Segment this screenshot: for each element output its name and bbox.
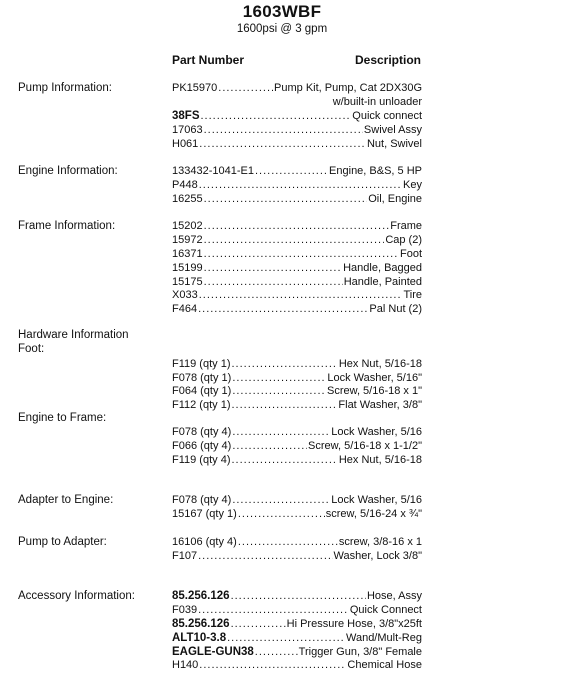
- leader-dots: [227, 631, 345, 645]
- part-number: 16255: [172, 193, 203, 205]
- leader-dots: [232, 357, 338, 371]
- part-row: [172, 425, 422, 439]
- section-frame-information: Frame Information:: [18, 220, 116, 232]
- leader-dots: [204, 275, 343, 289]
- leader-dots: [204, 219, 390, 233]
- part-description: Cap (2): [385, 234, 422, 246]
- part-description: Key: [403, 179, 422, 191]
- leader-dots: [218, 81, 273, 95]
- column-header-description: Description: [354, 53, 421, 67]
- part-row: [172, 617, 422, 631]
- section-pump-information: Pump Information:: [18, 82, 112, 94]
- part-number: F078 (qty 1): [172, 372, 232, 384]
- leader-dots: [204, 233, 385, 247]
- part-number: X033: [172, 289, 198, 301]
- part-description: Engine, B&S, 5 HP: [329, 165, 422, 177]
- part-number: EAGLE-GUN38: [172, 646, 254, 658]
- leader-dots: [204, 192, 368, 206]
- part-description: Lock Washer, 5/16: [331, 426, 422, 438]
- leader-dots: [198, 603, 349, 617]
- part-row: [172, 81, 422, 95]
- part-number: 38FS: [172, 110, 200, 122]
- part-number: F064 (qty 1): [172, 385, 232, 397]
- leader-dots: [232, 425, 330, 439]
- leader-dots: [204, 123, 363, 137]
- leader-dots: [232, 371, 326, 385]
- part-number: 85.256.126: [172, 618, 230, 630]
- part-description: Pump Kit, Pump, Cat 2DX30G: [274, 82, 422, 94]
- part-description: screw, 5/16-24 x ¾": [325, 508, 422, 520]
- part-row: [172, 439, 422, 453]
- part-number: 15972: [172, 234, 203, 246]
- column-header-part-number: Part Number: [172, 53, 245, 67]
- leader-dots: [232, 453, 338, 467]
- part-row: [172, 371, 422, 385]
- part-row: [172, 645, 422, 659]
- part-description: Chemical Hose: [347, 659, 422, 671]
- part-number: 15202: [172, 220, 203, 232]
- leader-dots: [232, 439, 307, 453]
- part-number: F112 (qty 1): [172, 399, 231, 411]
- part-number: F078 (qty 4): [172, 494, 232, 506]
- part-description: Quick Connect: [349, 604, 422, 616]
- part-row: [172, 219, 422, 233]
- part-number: F107: [172, 550, 198, 562]
- part-row: [172, 493, 422, 507]
- part-number: PK15970: [172, 82, 218, 94]
- leader-dots: [231, 617, 286, 631]
- part-number: 15167 (qty 1): [172, 508, 237, 520]
- part-row: [172, 233, 422, 247]
- part-description: Quick connect: [352, 110, 422, 122]
- part-description: Screw, 5/16-18 x 1": [326, 385, 422, 397]
- section-pump-to-adapter: Pump to Adapter:: [18, 536, 107, 548]
- part-description: Lock Washer, 5/16: [331, 494, 422, 506]
- part-row: [172, 549, 422, 563]
- leader-dots: [199, 658, 346, 672]
- leader-dots: [204, 261, 343, 275]
- leader-dots: [232, 398, 338, 412]
- leader-dots: [238, 507, 325, 521]
- leader-dots: [198, 549, 332, 563]
- part-description: Swivel Assy: [363, 124, 422, 136]
- part-row: [172, 357, 422, 371]
- part-description: Screw, 5/16-18 x 1-1/2": [308, 440, 422, 452]
- part-number: 133432-1041-E1: [172, 165, 254, 177]
- part-row: [172, 137, 422, 151]
- leader-dots: [232, 384, 326, 398]
- part-description: Hi Pressure Hose, 3/8"x25ft: [286, 618, 422, 630]
- part-description: Hex Nut, 5/16-18: [338, 454, 422, 466]
- leader-dots: [201, 109, 352, 123]
- leader-dots: [255, 645, 298, 659]
- part-description: Oil, Engine: [368, 193, 422, 205]
- part-number: F039: [172, 604, 198, 616]
- part-row: [172, 275, 422, 289]
- part-number: F078 (qty 4): [172, 426, 232, 438]
- part-description: Wand/Mult-Reg: [345, 632, 422, 644]
- part-row: [172, 123, 422, 137]
- part-row: [172, 398, 422, 412]
- part-description: Flat Washer, 3/8": [338, 399, 422, 411]
- part-description: Hex Nut, 5/16-18: [338, 358, 422, 370]
- part-number: 85.256.126: [172, 590, 230, 602]
- part-number: F119 (qty 1): [172, 358, 231, 370]
- part-row: [172, 658, 422, 672]
- part-row: [172, 302, 422, 316]
- leader-dots: [199, 288, 403, 302]
- part-description: Trigger Gun, 3/8" Female: [298, 646, 422, 658]
- part-description: Foot: [399, 248, 422, 260]
- part-number: H140: [172, 659, 199, 671]
- part-row: [172, 192, 422, 206]
- part-row: [172, 384, 422, 398]
- part-row: [172, 507, 422, 521]
- part-description: Handle, Painted: [343, 276, 422, 288]
- part-row: [172, 247, 422, 261]
- leader-dots: [238, 535, 338, 549]
- leader-dots: [199, 137, 366, 151]
- leader-dots: [198, 302, 368, 316]
- part-number: 15175: [172, 276, 203, 288]
- page-title: 1603WBF: [242, 2, 322, 21]
- part-number: ALT10-3.8: [172, 632, 227, 644]
- part-number: 15199: [172, 262, 203, 274]
- spec-subtitle: 1600psi @ 3 gpm: [236, 23, 328, 35]
- part-description: Handle, Bagged: [343, 262, 422, 274]
- part-row: [172, 535, 422, 549]
- part-description: Tire: [403, 289, 422, 301]
- part-description: screw, 3/8-16 x 1: [338, 536, 422, 548]
- section-accessory-information: Accessory Information:: [18, 590, 135, 602]
- part-row: [172, 453, 422, 467]
- part-row: [172, 261, 422, 275]
- section-foot: Foot:: [18, 343, 45, 355]
- part-number: F066 (qty 4): [172, 440, 232, 452]
- part-description: Pal Nut (2): [369, 303, 422, 315]
- section-engine-to-frame: Engine to Frame:: [18, 412, 107, 424]
- part-description: Frame: [390, 220, 422, 232]
- leader-dots: [199, 178, 402, 192]
- part-row: [172, 631, 422, 645]
- part-number: P448: [172, 179, 198, 191]
- part-number: F119 (qty 4): [172, 454, 231, 466]
- part-number: 17063: [172, 124, 203, 136]
- part-row: [172, 178, 422, 192]
- part-description: Nut, Swivel: [366, 138, 422, 150]
- section-adapter-to-engine: Adapter to Engine:: [18, 494, 114, 506]
- leader-dots: [255, 164, 328, 178]
- part-description: Hose, Assy: [366, 590, 422, 602]
- part-number: 16371: [172, 248, 203, 260]
- part-number: 16106 (qty 4): [172, 536, 237, 548]
- leader-dots: [232, 493, 330, 507]
- part-description: Lock Washer, 5/16": [327, 372, 422, 384]
- part-row: [172, 603, 422, 617]
- part-number: H061: [172, 138, 199, 150]
- part-row: [172, 109, 422, 123]
- section-engine-information: Engine Information:: [18, 165, 118, 177]
- leader-dots: [231, 589, 366, 603]
- part-description: Washer, Lock 3/8": [333, 550, 422, 562]
- part-number: F464: [172, 303, 198, 315]
- part-row: [172, 589, 422, 603]
- part-row: [172, 164, 422, 178]
- section-hardware-information: Hardware Information: [18, 329, 129, 341]
- part-row: [172, 288, 422, 302]
- leader-dots: [204, 247, 399, 261]
- description-continuation: w/built-in unloader: [332, 96, 422, 108]
